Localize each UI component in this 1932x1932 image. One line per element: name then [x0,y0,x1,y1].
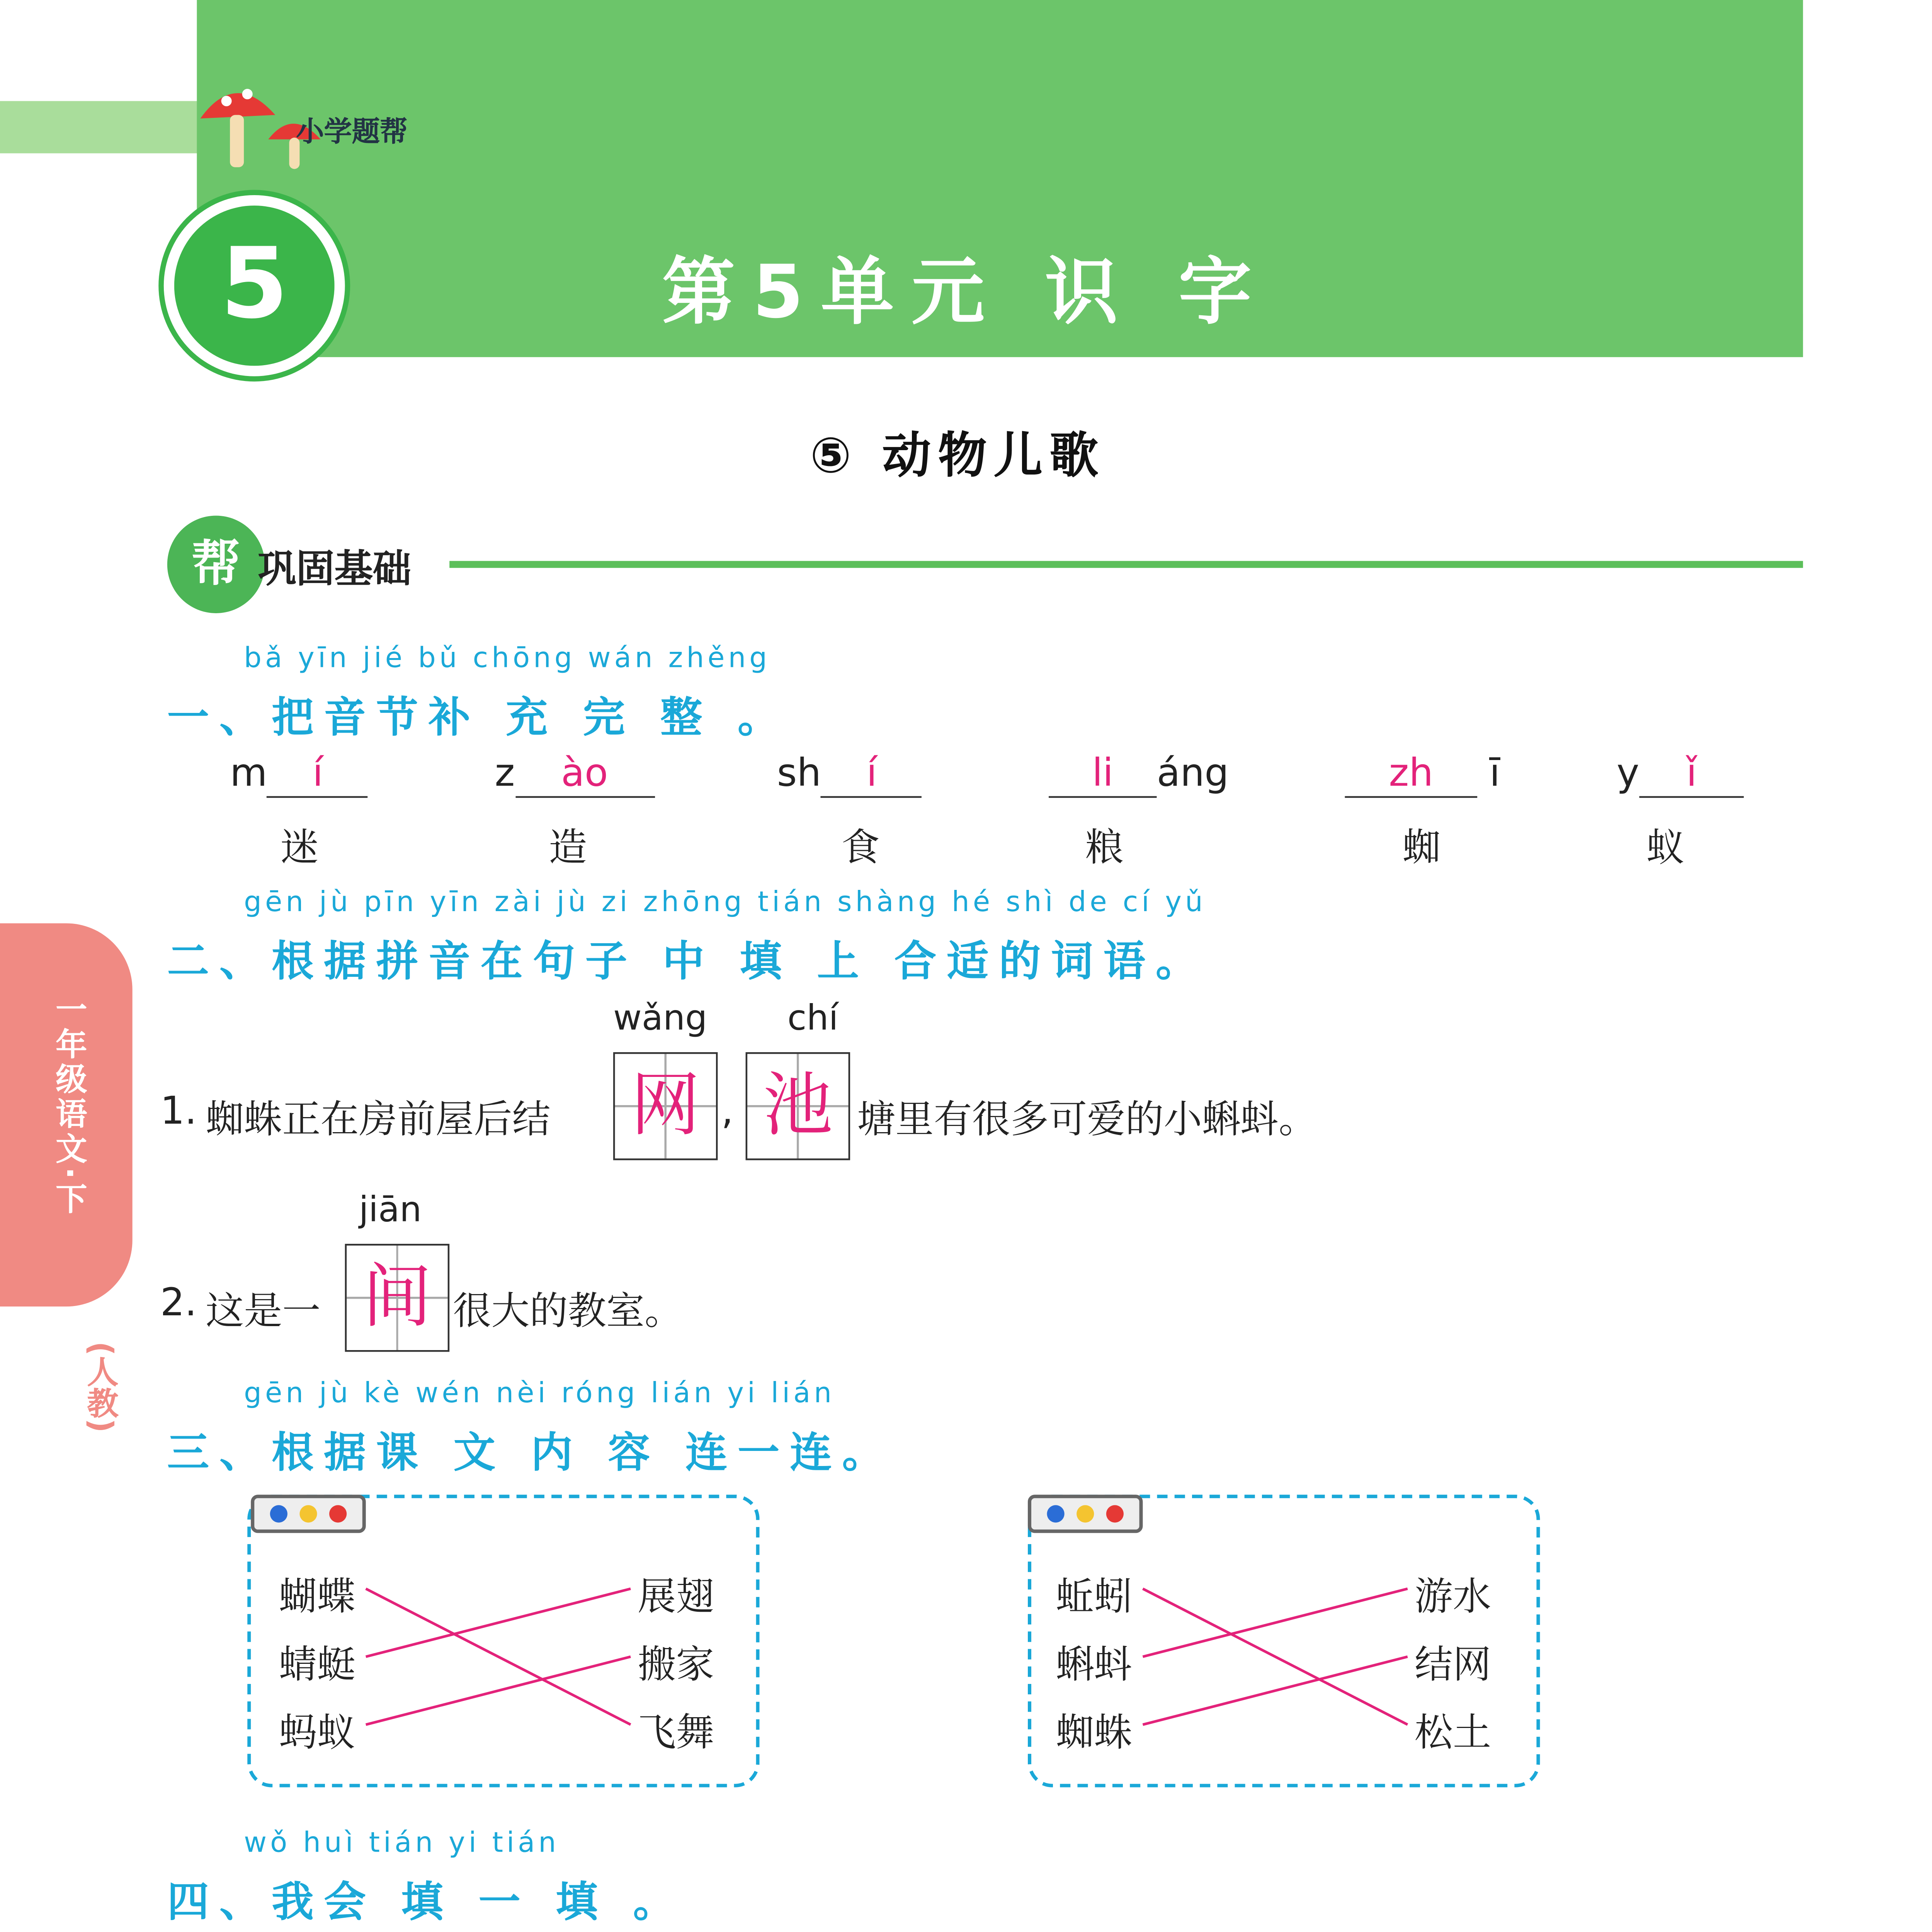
q4-heading: 四、我会 填 一 填 。 [167,1878,685,1927]
q3-heading: 三、根据课 文 内 容 连一连。 [167,1428,895,1478]
q4-pinyin: wǒ huì tián yi tián [244,1825,560,1859]
match-left-word: 蜘蛛 [1056,1712,1133,1756]
q1-prefix: z [495,752,515,796]
q2-s1-mid: , [721,1090,734,1134]
side-tab-edition: (人教) [82,1341,119,1433]
traffic-light-icon [1028,1495,1143,1533]
match-line [366,1589,631,1657]
section-label-basics: 巩固基础 [258,549,412,592]
unit-number-badge: 5 [174,206,335,366]
match-left-word: 蚂蚁 [279,1712,355,1756]
q1-heading: 一、把音节补 充 完 整 。 [167,693,790,742]
match-right-word: 松土 [1414,1712,1492,1756]
q1-suffix: áng [1156,752,1229,796]
match-right-word: 游水 [1414,1577,1492,1620]
q2-s2-post: 很大的教室。 [453,1291,683,1335]
match-left-word: 蝴蝶 [279,1577,355,1620]
q3-pinyin: gēn jù kè wén nèi róng lián yi lián [244,1376,835,1410]
q1-char: 蜘 [1402,827,1441,871]
match-right-word: 结网 [1414,1644,1492,1688]
q1-char: 造 [549,827,587,871]
q1-char: 蚁 [1646,827,1685,871]
q1-answer: li [1049,753,1157,798]
section-badge-basics: 帮 [167,515,265,613]
match-right-word: 展翅 [638,1577,714,1620]
q1-char: 迷 [280,827,319,871]
q2-s1-box-1: 网 [613,1052,718,1160]
match-left-word: 蚯蚓 [1056,1577,1133,1620]
unit-title: 第5单元 识 字 [662,249,1269,335]
brand-label: 小学题帮 [296,115,408,148]
q2-pinyin: gēn jù pīn yīn zài jù zi zhōng tián shàng hé shì de cí yǔ [244,885,1206,918]
q1-pinyin: bǎ yīn jié bǔ chōng wán zhěng [244,641,771,674]
match-line [366,1656,631,1725]
side-tab-grade: 一年级语文·下 [50,993,87,1218]
q2-s1-pinyin-1: wǎng [613,996,707,1038]
q1-prefix: y [1616,752,1639,796]
q1-prefix: sh [777,752,821,796]
match-left-word: 蜻蜓 [279,1644,355,1688]
lesson-title: ⑤ 动物儿歌 [810,427,1105,485]
q2-s1-box-2: 池 [746,1052,850,1160]
q2-s1-pinyin-2: chí [787,996,838,1038]
q2-s2-pre: 这是一 [205,1291,321,1335]
q1-answer: zh [1345,753,1477,798]
q1-prefix: m [230,752,267,796]
q2-s1-number: 1. [160,1090,197,1134]
q1-answer: í [267,753,368,798]
q2-s2-pinyin: jiān [359,1188,422,1230]
q1-suffix: ī [1489,752,1500,796]
match-right-word: 搬家 [638,1644,714,1688]
q1-char: 粮 [1085,827,1124,871]
q1-answer: ào [515,753,655,798]
q2-s1-post: 塘里有很多可爱的小蝌蚪。 [857,1099,1317,1143]
q1-answer: í [821,753,922,798]
match-line [366,1589,631,1725]
match-right-word: 飞舞 [638,1712,714,1756]
q2-s2-number: 2. [160,1282,197,1326]
q1-answer: ǐ [1639,753,1744,798]
q2-s2-box: 间 [345,1244,450,1352]
q2-heading: 二、根据拼音在句子 中 填 上 合适的词语。 [167,937,1208,986]
q1-char: 食 [841,827,880,871]
q2-s1-pre: 蜘蛛正在房前屋后结 [205,1099,551,1143]
match-left-word: 蝌蚪 [1056,1644,1133,1688]
